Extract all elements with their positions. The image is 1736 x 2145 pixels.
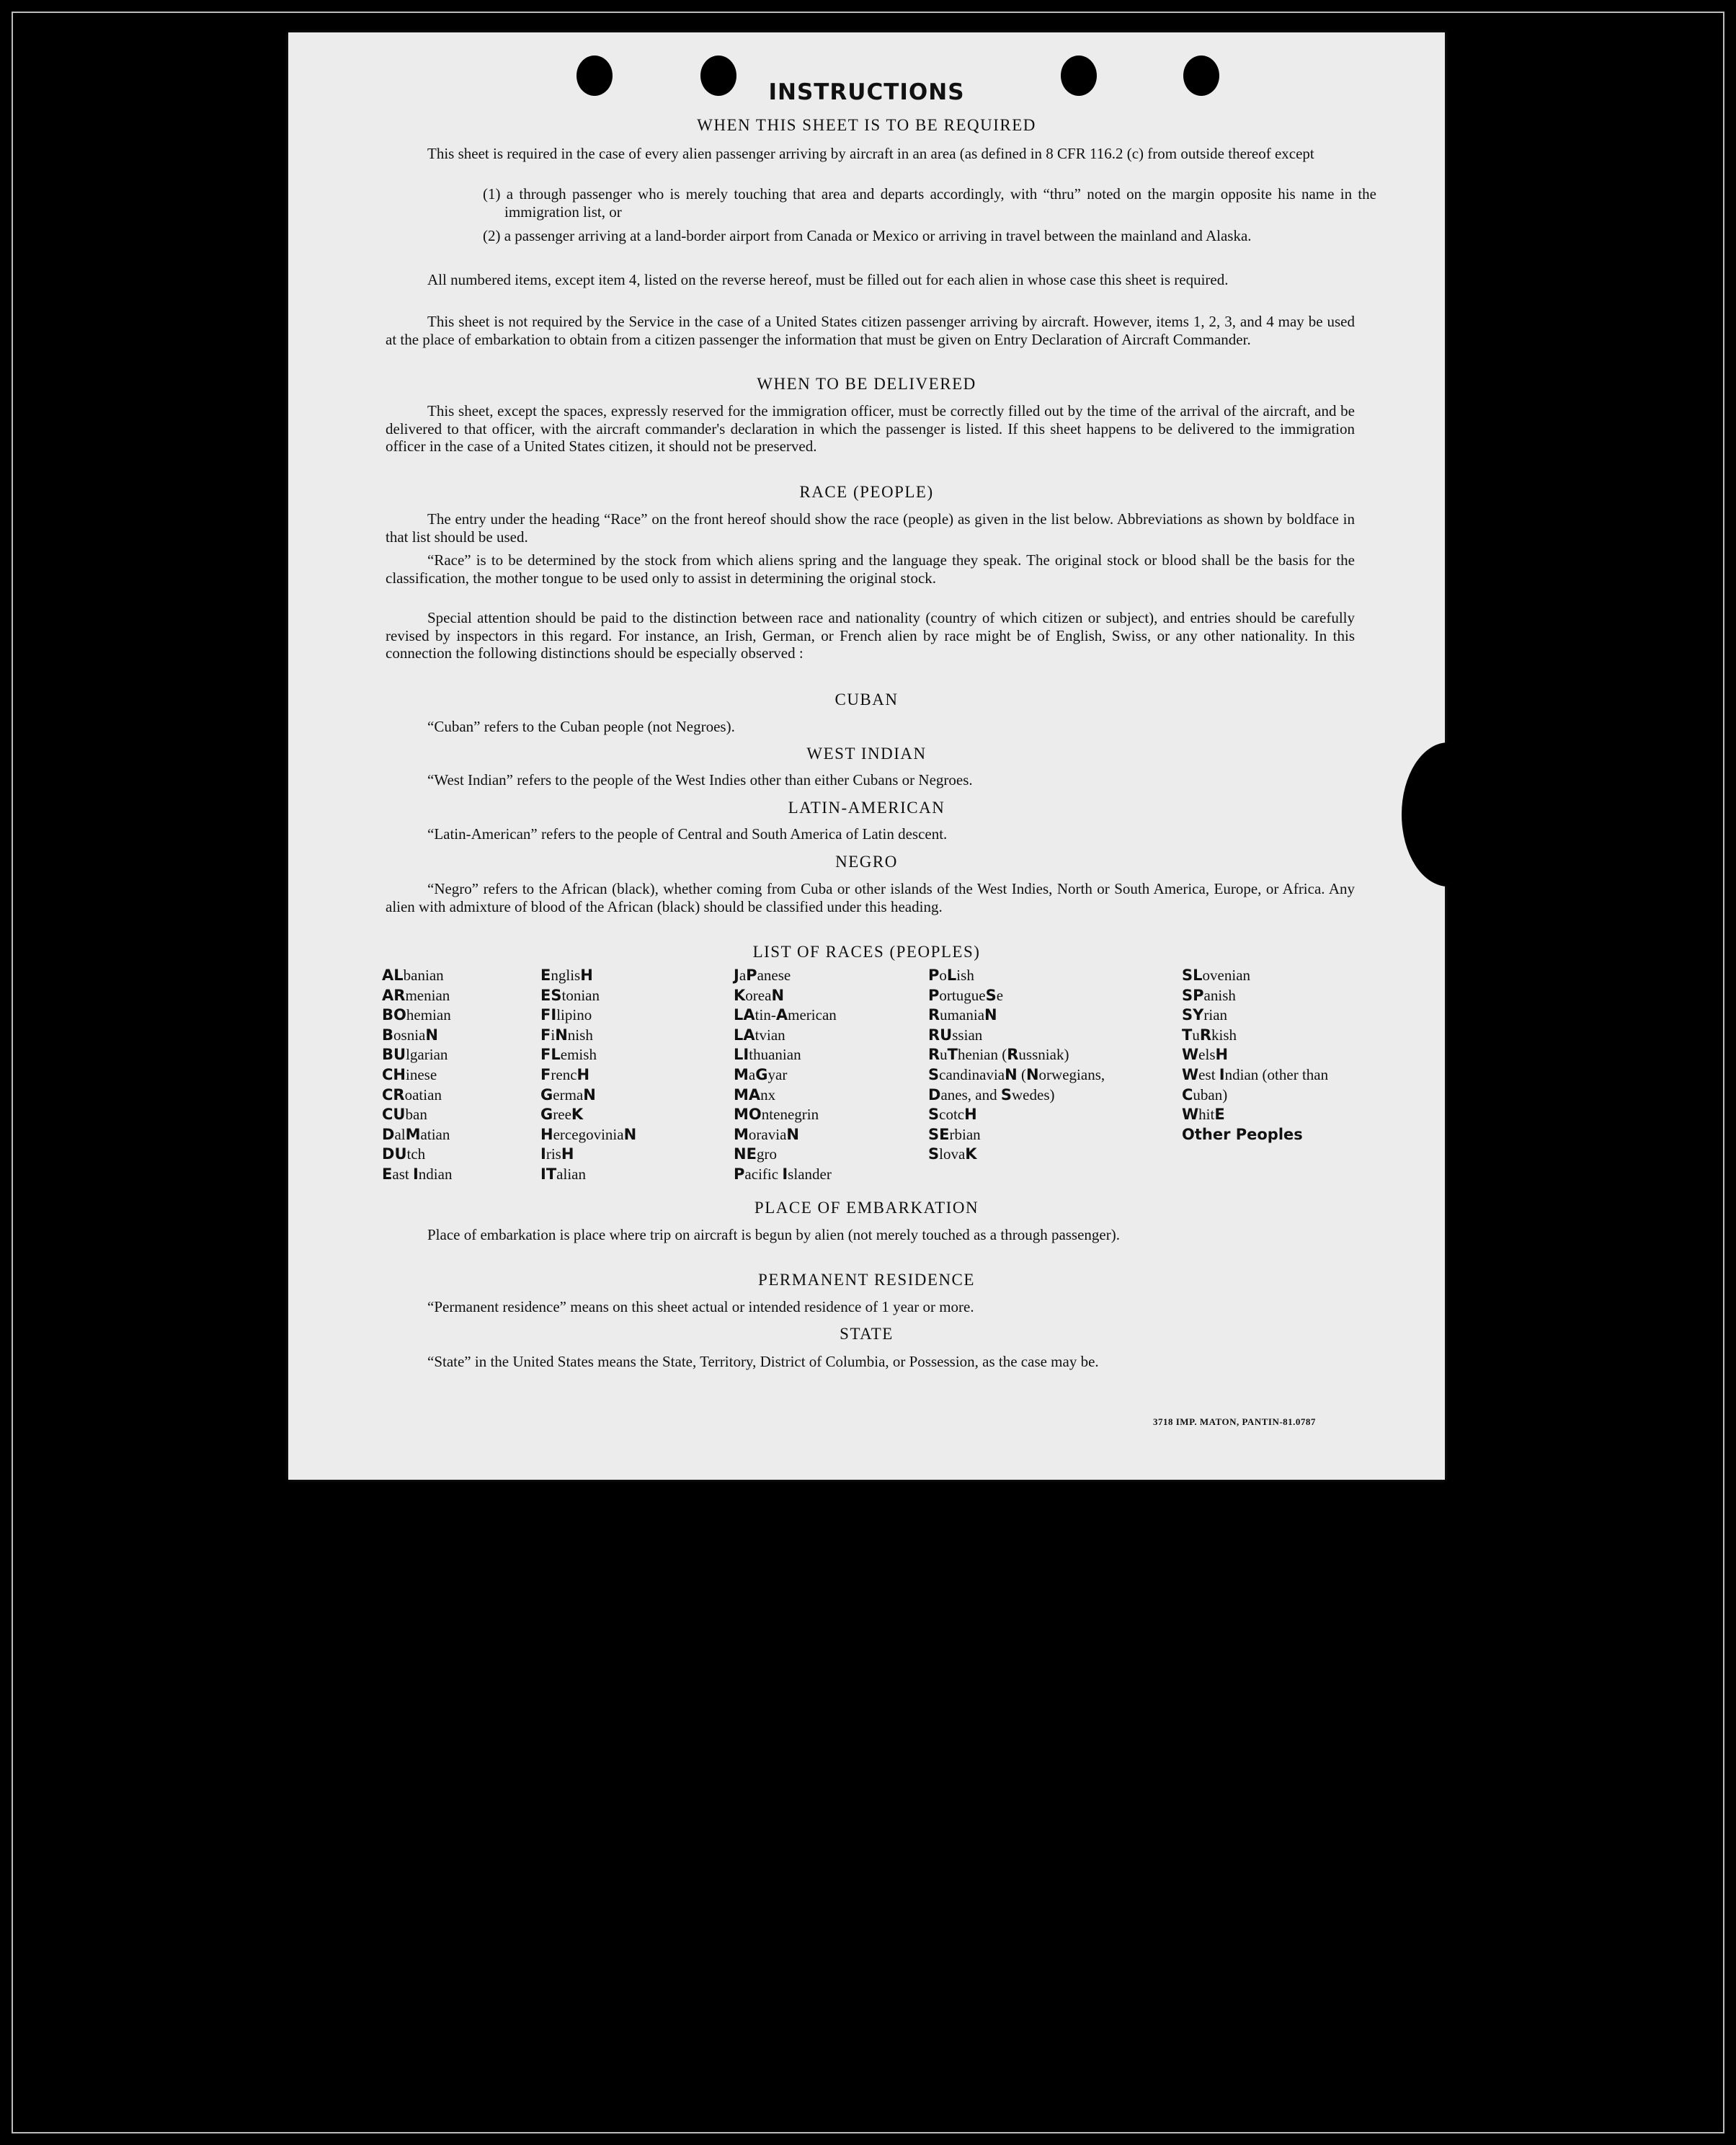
heading-race: RACE (PEOPLE)	[799, 483, 934, 501]
race-entry: LAtvian	[734, 1026, 785, 1044]
race-entry: DUtch	[382, 1145, 426, 1163]
race-entry: ALbanian	[382, 967, 444, 984]
race-entry: GreeK	[540, 1106, 584, 1124]
para-residence: “Permanent residence” means on this sheet actual or intended residence of 1 year or more.	[427, 1298, 974, 1315]
para-cuban: “Cuban” refers to the Cuban people (not Negroes).	[427, 718, 735, 735]
item-2: (2) a passenger arriving at a land-border airport from Canada or Mexico or arriving in travel between the mainland and Alaska.	[483, 227, 1252, 244]
race-entry: FIlipino	[540, 1006, 592, 1024]
race-entry: SYrian	[1182, 1006, 1228, 1024]
para-delivered: This sheet, except the spaces, expressly reserved for the immigration officer, must be correctly filled out by the time of the arrival of the aircraft, and be delivered to that officer, with the aircraft commander's declaration in which the passenger is listed. If this sheet happens to be delivered to the immigration officer in the case of a United States citizen, it should not be preserved.	[386, 402, 1355, 455]
races-column-3	[734, 966, 925, 1185]
heading-residence: PERMANENT RESIDENCE	[758, 1271, 975, 1289]
para-latin-american: “Latin-American” refers to the people of Central and South America of Latin descent.	[427, 825, 948, 843]
race-entry: GermaN	[540, 1085, 596, 1103]
heading-west-indian: WEST INDIAN	[806, 745, 927, 763]
race-entry: LIthuanian	[734, 1046, 801, 1064]
race-entry: EnglisH	[540, 967, 593, 984]
race-entry: WhitE	[1182, 1106, 1225, 1124]
race-entry: WelsH	[1182, 1046, 1229, 1064]
race-entry: HercegoviniaN	[540, 1125, 637, 1143]
race-entry: DalMatian	[382, 1125, 450, 1143]
race-entry: SLovenian	[1182, 967, 1251, 984]
race-entry: SErbian	[928, 1125, 981, 1143]
race-entry: TuRkish	[1182, 1026, 1237, 1044]
race-entry: West Indian (other than Cuban)	[1182, 1065, 1329, 1103]
race-entry: Pacific Islander	[734, 1165, 832, 1183]
heading-latin-american: LATIN-AMERICAN	[788, 799, 945, 817]
instruction-sheet	[288, 32, 1445, 1480]
page-edge-notch	[1402, 742, 1495, 887]
race-entry: RuThenian (Russniak)	[928, 1046, 1069, 1064]
race-entry: EStonian	[540, 986, 600, 1004]
race-entry: KoreaN	[734, 986, 785, 1004]
race-entry: LAtin-American	[734, 1006, 837, 1024]
race-entry: CRoatian	[382, 1085, 442, 1103]
heading-negro: NEGRO	[835, 853, 898, 871]
races-column-2	[540, 966, 728, 1185]
para-required-3: This sheet is not required by the Service in the case of a United States citizen passenger arriving by aircraft. However, items 1, 2, 3, and 4 may be used at the place of embarkation to obtain from a citizen passenger the information that must be given on Entry Declaration of Aircraft Commander.	[386, 313, 1355, 348]
para-negro: “Negro” refers to the African (black), whether coming from Cuba or other islands of the West Indies, North or South America, Europe, or Africa. Any alien with admixture of blood of the African (black) should be classified under this heading.	[386, 880, 1355, 915]
race-entry: MoraviaN	[734, 1125, 799, 1143]
race-entry: ITalian	[540, 1165, 586, 1183]
race-entry: JaPanese	[734, 967, 791, 984]
race-entry: SlovaK	[928, 1145, 977, 1163]
heading-delivered: WHEN TO BE DELIVERED	[757, 375, 976, 393]
page-title: INSTRUCTIONS	[768, 79, 965, 105]
race-entry: MOntenegrin	[734, 1106, 819, 1124]
race-entry: FiNnish	[540, 1026, 593, 1044]
race-entry: PoLish	[928, 967, 974, 984]
race-entry: NEgro	[734, 1145, 777, 1163]
race-entry: PortugueSe	[928, 986, 1004, 1004]
para-race-3: Special attention should be paid to the distinction between race and nationality (country of which citizen or subject), and entries should be carefully revised by inspectors in this regard. For instance, an Irish, German, or French alien by race might be of English, Swiss, or any other nationality. In this connection the following distinctions should be especially observed :	[386, 609, 1355, 662]
para-west-indian: “West Indian” refers to the people of the West Indies other than either Cubans or Negroes.	[427, 771, 973, 789]
printer-mark: 3718 IMP. MATON, PANTIN-81.0787	[1153, 1416, 1316, 1427]
race-entry: BOhemian	[382, 1006, 451, 1024]
para-embarkation: Place of embarkation is place where trip on aircraft is begun by alien (not merely touched as a through passenger).	[427, 1226, 1120, 1243]
races-column-4	[928, 966, 1134, 1165]
heading-list-of-races: LIST OF RACES (PEOPLES)	[752, 943, 981, 961]
race-entry: FrencH	[540, 1065, 590, 1083]
item-1: (1) a through passenger who is merely touching that area and departs accordingly, with “thru” noted on the margin opposite his name in the immigration list, or	[483, 185, 1376, 221]
race-entry: MaGyar	[734, 1065, 788, 1083]
para-state: “State” in the United States means the State, Territory, District of Columbia, or Possession, as the case may be.	[427, 1353, 1099, 1370]
race-entry: CHinese	[382, 1065, 437, 1083]
heading-embarkation: PLACE OF EMBARKATION	[754, 1199, 979, 1217]
race-entry: BUlgarian	[382, 1046, 448, 1064]
race-entry: Other Peoples	[1182, 1125, 1303, 1143]
para-race-2: “Race” is to be determined by the stock from which aliens spring and the language they speak. The original stock or blood shall be the basis for the classification, the mother tongue to be used only to assist in determining the original stock.	[386, 551, 1355, 587]
para-required-1: This sheet is required in the case of every alien passenger arriving by aircraft in an area (as defined in 8 CFR 116.2 (c) from outside thereof except	[427, 145, 1314, 162]
heading-state: STATE	[840, 1325, 894, 1343]
race-entry: East Indian	[382, 1165, 453, 1183]
race-entry: ScotcH	[928, 1106, 977, 1124]
races-column-5	[1182, 966, 1366, 1145]
race-entry: IrisH	[540, 1145, 574, 1163]
heading-required: WHEN THIS SHEET IS TO BE REQUIRED	[697, 116, 1036, 134]
race-entry: MAnx	[734, 1085, 776, 1103]
race-entry: BosniaN	[382, 1026, 438, 1044]
race-entry: ARmenian	[382, 986, 450, 1004]
para-required-2: All numbered items, except item 4, listed on the reverse hereof, must be filled out for each alien in whose case this sheet is required.	[427, 271, 1229, 288]
race-entry: SPanish	[1182, 986, 1236, 1004]
race-entry: CUban	[382, 1106, 427, 1124]
race-entry: ScandinaviaN (Norwegians, Danes, and Swedes)	[928, 1065, 1105, 1103]
heading-cuban: CUBAN	[834, 690, 899, 709]
race-entry: RumaniaN	[928, 1006, 997, 1024]
race-entry: FLemish	[540, 1046, 597, 1064]
para-race-1: The entry under the heading “Race” on the front hereof should show the race (people) as given in the list below. Abbreviations as shown by boldface in that list should be used.	[386, 510, 1355, 546]
race-entry: RUssian	[928, 1026, 983, 1044]
races-column-1	[382, 966, 533, 1185]
